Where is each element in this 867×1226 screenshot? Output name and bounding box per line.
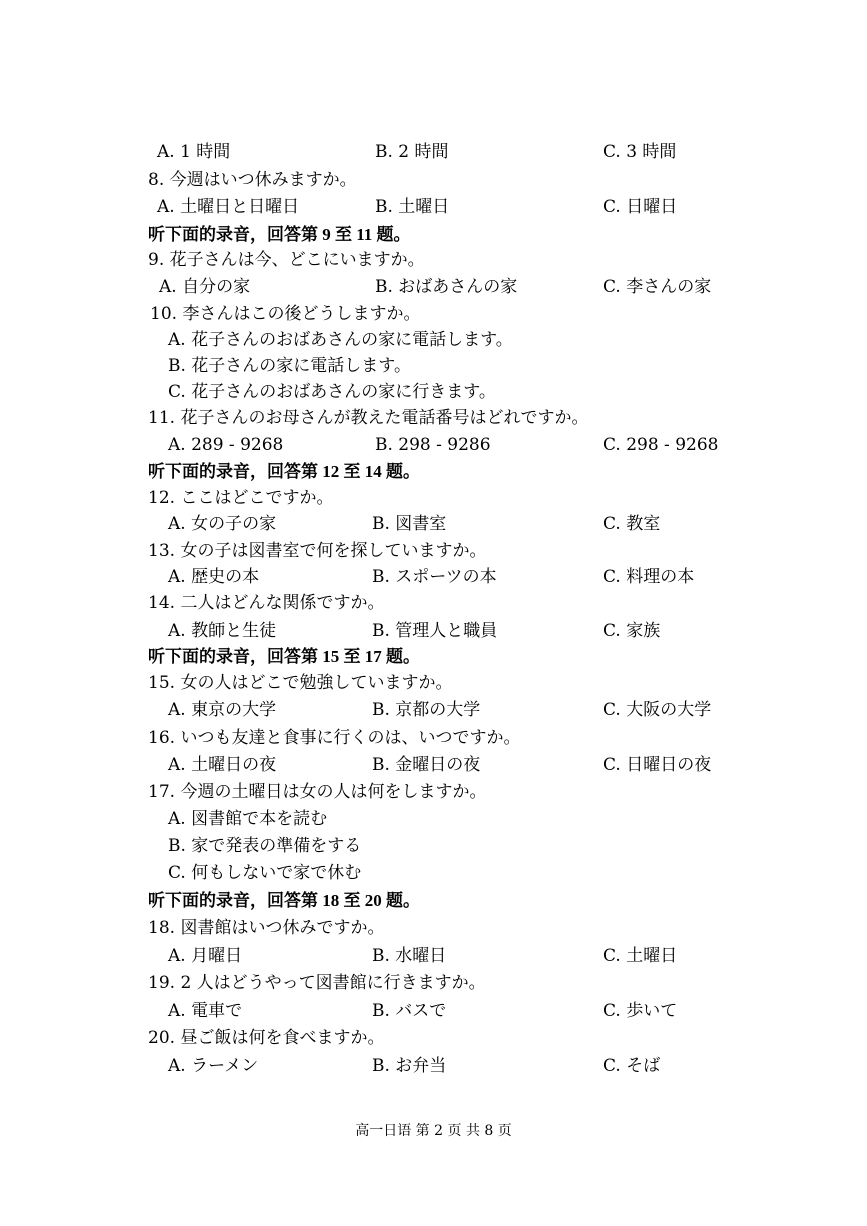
option-q8-b: B. 土曜日 — [375, 197, 450, 217]
option-q18-a: A. 月曜日 — [168, 946, 243, 966]
question-19: 19. 2 人はどうやって図書館に行きますか。 — [148, 973, 486, 993]
option-q8-c: C. 日曜日 — [603, 197, 678, 217]
option-q7-b: B. 2 時間 — [375, 142, 449, 162]
option-q11-b: B. 298 - 9286 — [375, 435, 491, 455]
option-q17-c: C. 何もしないで家で休む — [168, 863, 362, 883]
option-q13-b: B. スポーツの本 — [372, 567, 497, 587]
option-q15-c: C. 大阪の大学 — [603, 700, 712, 720]
option-q9-c: C. 李さんの家 — [603, 277, 712, 297]
question-8: 8. 今週はいつ休みますか。 — [148, 170, 357, 190]
question-18: 18. 図書館はいつ休みですか。 — [148, 918, 385, 938]
option-q15-b: B. 京都の大学 — [372, 700, 481, 720]
option-q17-a: A. 図書館で本を読む — [168, 809, 328, 829]
question-10: 10. 李さんはこの後どうしますか。 — [150, 304, 421, 324]
option-q20-b: B. お弁当 — [372, 1056, 447, 1076]
option-q10-a: A. 花子さんのおばあさんの家に電話します。 — [168, 330, 513, 350]
option-q18-b: B. 水曜日 — [372, 946, 447, 966]
section-heading-9-11: 听下面的录音，回答第 9 至 11 题。 — [148, 225, 411, 244]
option-q20-c: C. そば — [603, 1056, 661, 1076]
question-16: 16. いつも友達と食事に行くのは、いつですか。 — [148, 728, 521, 748]
question-11: 11. 花子さんのお母さんが教えた電話番号はどれですか。 — [148, 408, 589, 428]
option-q10-b: B. 花子さんの家に電話します。 — [168, 356, 411, 376]
option-q15-a: A. 東京の大学 — [168, 700, 277, 720]
section-heading-15-17: 听下面的录音，回答第 15 至 17 题。 — [148, 647, 420, 666]
option-q17-b: B. 家で発表の準備をする — [168, 836, 362, 856]
option-q19-c: C. 歩いて — [603, 1001, 678, 1021]
option-q19-b: B. バスで — [372, 1001, 447, 1021]
option-q16-b: B. 金曜日の夜 — [372, 755, 481, 775]
question-15: 15. 女の人はどこで勉強していますか。 — [148, 673, 453, 693]
option-q12-c: C. 教室 — [603, 514, 661, 534]
question-14: 14. 二人はどんな関係ですか。 — [148, 593, 385, 613]
option-q14-c: C. 家族 — [603, 621, 661, 641]
option-q9-b: B. おばあさんの家 — [375, 277, 518, 297]
option-q10-c: C. 花子さんのおばあさんの家に行きます。 — [168, 382, 496, 402]
question-9: 9. 花子さんは今、どこにいますか。 — [148, 250, 425, 270]
option-q7-a: A. 1 時間 — [157, 142, 231, 162]
option-q14-b: B. 管理人と職員 — [372, 621, 498, 641]
question-20: 20. 昼ご飯は何を食べますか。 — [148, 1028, 385, 1048]
question-17: 17. 今週の土曜日は女の人は何をしますか。 — [148, 782, 487, 802]
option-q9-a: A. 自分の家 — [159, 277, 251, 297]
question-13: 13. 女の子は図書室で何を探していますか。 — [148, 541, 487, 561]
option-q11-a: A. 289 - 9268 — [168, 435, 284, 455]
option-q7-c: C. 3 時間 — [603, 142, 677, 162]
option-q16-a: A. 土曜日の夜 — [168, 755, 277, 775]
option-q8-a: A. 土曜日と日曜日 — [157, 197, 300, 217]
option-q11-c: C. 298 - 9268 — [603, 435, 719, 455]
option-q14-a: A. 教師と生徒 — [168, 621, 277, 641]
option-q13-a: A. 歴史の本 — [168, 567, 260, 587]
section-heading-12-14: 听下面的录音，回答第 12 至 14 题。 — [148, 462, 420, 481]
option-q20-a: A. ラーメン — [168, 1056, 259, 1076]
option-q12-a: A. 女の子の家 — [168, 514, 277, 534]
option-q12-b: B. 図書室 — [372, 514, 447, 534]
page-footer: 高一日语 第 2 页 共 8 页 — [355, 1123, 512, 1139]
option-q18-c: C. 土曜日 — [603, 946, 678, 966]
section-heading-18-20: 听下面的录音，回答第 18 至 20 题。 — [148, 891, 420, 910]
option-q13-c: C. 料理の本 — [603, 567, 695, 587]
option-q16-c: C. 日曜日の夜 — [603, 755, 712, 775]
option-q19-a: A. 電車で — [168, 1001, 243, 1021]
question-12: 12. ここはどこですか。 — [148, 488, 334, 508]
